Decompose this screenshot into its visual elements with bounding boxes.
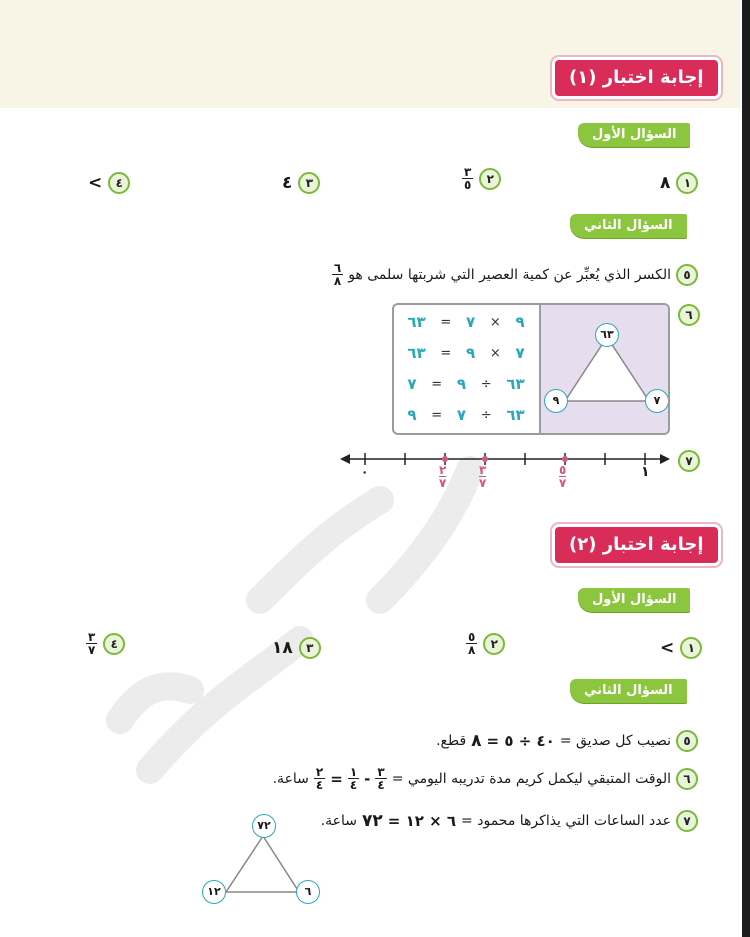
q-number: ٣	[298, 172, 320, 194]
fact-triangle-panel	[539, 305, 670, 433]
q-number: ٤	[108, 172, 130, 194]
fact-row: ٦٣ ÷ ٧ = ٩	[407, 406, 525, 424]
q-number: ٢	[479, 168, 501, 190]
quiz2-q5	[436, 730, 698, 752]
q5-text: نصيب كل صديق =	[559, 733, 671, 749]
page-edge	[742, 0, 750, 937]
q7-expression: ٦ × ١٢ =	[387, 812, 457, 830]
quiz2-q6	[273, 766, 698, 791]
answer-fraction: $\frac{٣}{٧}$	[88, 630, 96, 657]
q6-unit: ساعة.	[272, 770, 309, 787]
quiz2-q7	[321, 810, 698, 832]
q-number: ٧	[678, 450, 700, 472]
nl-mark-5-7: ٥ ٧	[559, 463, 567, 490]
quiz2-section2-label: السؤال الثاني	[570, 679, 687, 703]
q-number: ٦	[676, 768, 698, 790]
quiz1-q4-answer	[88, 172, 130, 194]
quiz2-q1-answer	[660, 637, 702, 659]
nl-zero: ٠	[361, 465, 369, 479]
fact-family-box	[392, 303, 670, 435]
quiz1-q6-number	[678, 304, 700, 326]
answer-value: >	[660, 638, 675, 658]
answer-fraction: $\frac{٣}{٥}$	[464, 165, 472, 192]
q-number: ٤	[103, 633, 125, 655]
triangle-left-value: ١٢	[202, 880, 226, 904]
q7-result: ٧٢	[362, 811, 383, 831]
fact-row: ٧ × ٩ = ٦٣	[407, 344, 525, 362]
nl-mark-3-7: ٣ ٧	[479, 463, 487, 490]
quiz1-q5	[332, 262, 698, 287]
q-number: ٥	[676, 730, 698, 752]
quiz2-title: إجابة اختبار (٢)	[555, 527, 718, 563]
fact-row: ٩ × ٧ = ٦٣	[407, 313, 525, 331]
q-number: ١	[676, 172, 698, 194]
number-line	[340, 448, 670, 472]
q6-text: الوقت المتبقي ليكمل كريم مدة تدريبه اليومي =	[391, 770, 671, 787]
fact-family-table	[394, 305, 538, 433]
q6-fraction-result: $\frac{٢}{٤}$	[315, 765, 324, 792]
minus-sign: -	[364, 769, 371, 788]
q6-fraction-a: $\frac{٣}{٤}$	[377, 765, 385, 792]
nl-one: ١	[641, 464, 650, 480]
q5-text: الكسر الذي يُعبِّر عن كمية العصير التي شربتها سلمى هو	[348, 266, 671, 283]
quiz1-section1-label: السؤال الأول	[578, 123, 690, 147]
quiz2-q4-answer	[86, 631, 125, 656]
quiz1-section2-label: السؤال الثاني	[570, 214, 687, 238]
answer-value: >	[88, 173, 103, 193]
quiz1-q1-answer	[660, 172, 698, 194]
quiz1-q3-answer	[282, 172, 320, 194]
q6-fraction-b: $\frac{١}{٤}$	[349, 765, 358, 792]
triangle-right-value: ٦	[296, 880, 320, 904]
quiz1-q7-number	[678, 450, 700, 472]
quiz1-q2-answer	[462, 166, 501, 191]
quiz2-q3-answer	[272, 637, 321, 659]
q5-result: ٨	[471, 731, 482, 751]
answer-fraction: $\frac{٥}{٨}$	[468, 630, 476, 657]
fact-row: ٦٣ ÷ ٩ = ٧	[407, 375, 525, 393]
q5-expression: ٤٠ ÷ ٥ =	[486, 732, 555, 750]
nl-mark-2-7: ٢ ٧	[439, 463, 447, 490]
quiz2-triangle	[200, 812, 312, 908]
q-number: ٥	[676, 264, 698, 286]
quiz2-section1-label: السؤال الأول	[578, 588, 690, 612]
quiz1-title: إجابة اختبار (١)	[555, 60, 718, 96]
triangle-left-value: ٩	[544, 389, 568, 413]
q5-fraction: $\frac{٦}{٨}$	[333, 261, 342, 288]
answer-value: ٨	[660, 173, 671, 193]
triangle-top-value: ٦٣	[595, 323, 619, 347]
q7-text: عدد الساعات التي يذاكرها محمود =	[461, 813, 671, 829]
q-number: ٧	[676, 810, 698, 832]
q-number: ٣	[299, 637, 321, 659]
quiz2-q2-answer	[466, 631, 505, 656]
q-number: ١	[680, 637, 702, 659]
triangle-right-value: ٧	[645, 389, 669, 413]
equals-sign: =	[330, 769, 343, 788]
answer-value: ١٨	[272, 638, 293, 658]
answer-value: ٤	[282, 173, 293, 193]
q-number: ٢	[483, 633, 505, 655]
q5-unit: قطع.	[436, 733, 467, 749]
q-number: ٦	[678, 304, 700, 326]
q7-unit: ساعة.	[320, 813, 357, 829]
triangle-top-value: ٧٢	[252, 814, 276, 838]
